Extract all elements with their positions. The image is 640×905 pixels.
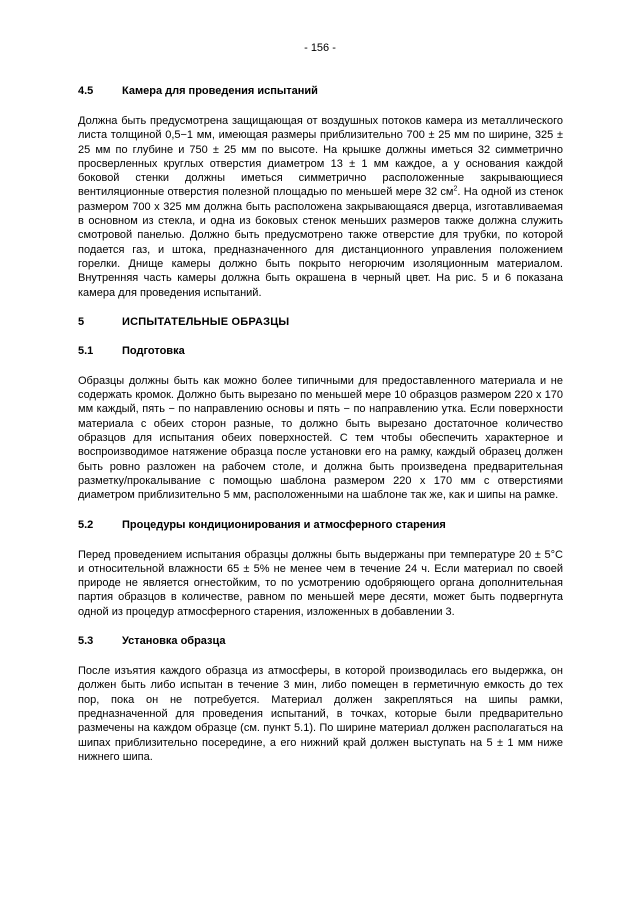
paragraph-test-chamber [78,114,563,300]
section-heading-5-2 [78,518,563,532]
section-number: 5.3 [78,635,94,648]
section-number: 5.1 [78,344,94,357]
section-title: ИСПЫТАТЕЛЬНЫЕ ОБРАЗЦЫ [122,315,290,328]
paragraph-text: Должна быть предусмотрена защищающая от воздушных потоков камера из металлического листа толщиной 0,5−1 мм, имеющая размеры приблизительно 700 ± 25 мм по ширине, 325 ± 25 мм по глубине и 750 ± 25 мм по высоте. На крышке должны иметься 32 симметрично просверленных круглых отверстия диаметром 13 ± 1 мм каждое, а у основания каждой боковой стенки должны иметься симметрично расположенные закрывающиеся вентиляционные отверстия полезной площадью по меньшей мере 32 см [78,115,563,199]
section-heading-5 [78,315,563,329]
section-title: Установка образца [122,635,226,648]
section-heading-5-3 [78,634,563,648]
paragraph-text: . На одной из стенок размером 700 x 325 мм должна быть расположена закрывающаяся дверца, изготавливаемая в основном из стекла, и одна из боковых стенок меньших размеров также должна служить смотровой панелью. Должно быть предусмотрено также отверстие для трубки, по которой подается газ, и штока, предназначенного для дистанционного управления положением горелки. Днище камеры должно быть покрыто негорючим изоляционным материалом. Внутренняя часть камеры должна быть окрашена в черный цвет. На рис. 5 и 6 показана камера для проведения испытаний. [78,186,563,299]
section-number: 4.5 [78,85,94,97]
page-number: - 156 - [304,42,336,54]
section-title: Процедуры кондиционирования и атмосферного старения [122,518,446,531]
paragraph-preparation: Образцы должны быть как можно более типичными для предоставленного материала и не содержать кромок. Должно быть вырезано по меньшей мере 10 образцов размером 220 x 170 мм каждый, пять − по направлению основы и пять − по направлению утка. Если поверхности материала с обеих сторон разные, то должно быть вырезано достаточное количество образцов для испытания обеих поверхностей. С тем чтобы обеспечить характерное и воспроизводимое натяжение образца после установки его на рамку, каждый образец должен быть ровно разложен на рабочем столе, и должна быть произведена предварительная разметку/прокалывание с помощью шаблона размером 220 x 170 мм с отверстиями диаметром приблизительно 5 мм, расположенными на шаблоне так же, как и шипы на рамке. [78,374,563,502]
paragraph-conditioning: Перед проведением испытания образцы должны быть выдержаны при температуре 20 ± 5°C и относительной влажности 65 ± 5% не менее чем в течение 24 ч. Если материал по своей природе не является огнестойким, то по усмотрению одобряющего органа дополнительная партия образцов в количестве, равном по меньшей мере десяти, может быть подвергнута одной из процедур атмосферного старения, изложенных в добавлении 3. [78,548,563,618]
document-body [78,84,563,764]
section-number: 5.2 [78,518,94,531]
section-title: Подготовка [122,344,185,357]
superscript: 2 [453,185,458,193]
section-number: 5 [78,315,85,328]
section-heading-5-1 [78,344,563,358]
paragraph-specimen-mounting: После изъятия каждого образца из атмосферы, в которой производилась его выдержка, он должен быть либо испытан в течение 3 мин, либо помещен в герметичную емкость до тех пор, пока он не потребуется. Материал должен закрепляться на шипы рамки, предназначенной для проведения испытаний, в точках, которые были предварительно размечены на каждом образце (см. пункт 5.1). По ширине материал должен располагаться на шипах приблизительно посередине, а его нижний край должен выступать на 5 ± 1 мм ниже нижнего шипа. [78,665,563,763]
section-title: Камера для проведения испытаний [122,85,318,97]
section-heading-4-5 [78,84,563,98]
